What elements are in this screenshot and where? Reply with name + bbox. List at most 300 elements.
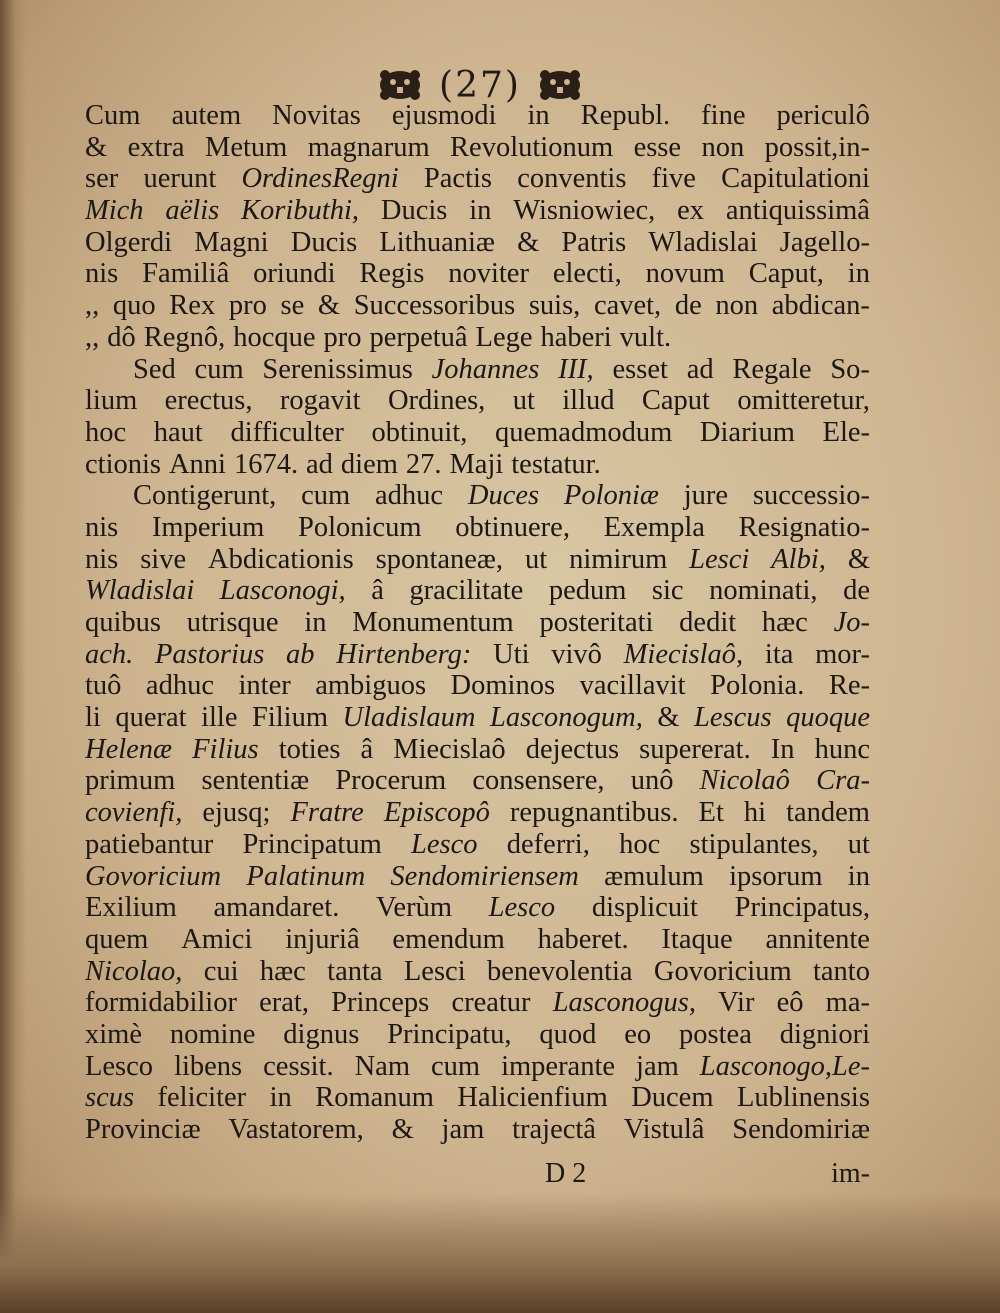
text-word: & (517, 226, 540, 258)
right-ornament-icon (535, 65, 585, 105)
text-word: ,, (85, 290, 100, 322)
text-word: Lublinensis (736, 1082, 870, 1114)
text-word: gracilitate (409, 575, 524, 607)
text-word: Romanum (315, 1082, 434, 1114)
text-word: Miecislaô (393, 733, 506, 765)
text-line (85, 892, 870, 924)
text-word: Lesco (488, 892, 556, 924)
text-word: Lesco (411, 828, 478, 860)
body-text (85, 100, 870, 1146)
text-word: uerunt (143, 163, 217, 195)
text-line (85, 765, 870, 797)
text-word: Sendomiriensem (390, 860, 579, 892)
text-word: fine (701, 100, 746, 131)
text-word: tandem (786, 797, 870, 829)
text-line (85, 639, 870, 671)
text-word: vivô (551, 638, 602, 670)
text-word: & (317, 290, 341, 322)
text-word: ex (677, 195, 705, 227)
text-word: â (371, 575, 384, 607)
text-word: Patris (561, 226, 627, 258)
text-word: supererat. (639, 733, 751, 765)
text-word: deferri, (506, 828, 590, 860)
text-word: ad (686, 353, 714, 385)
text-word: sic (651, 575, 684, 607)
left-ornament-icon (375, 65, 425, 105)
text-word: Fratre (290, 797, 364, 829)
text-word: annitente (765, 923, 870, 955)
page-footer (85, 1158, 870, 1192)
text-line (85, 1114, 870, 1146)
text-word: querat (115, 702, 187, 734)
text-word: ab (286, 638, 315, 670)
text-word: Et (698, 797, 724, 829)
text-word: Sendomiriæ (732, 1114, 870, 1145)
text-word: cum (301, 480, 351, 512)
text-word: Olgerdi (85, 226, 173, 258)
text-word: jure (683, 480, 729, 512)
text-word: stipulantes, (689, 828, 819, 860)
text-word: Rex (169, 290, 216, 322)
text-word: â (360, 733, 374, 765)
text-word: primum (85, 765, 176, 797)
text-line (85, 797, 870, 829)
page-bottom-shadow (0, 1193, 1000, 1313)
text-word: erat, (259, 987, 309, 1019)
text-word: Sed (133, 353, 176, 385)
text-line (85, 829, 870, 861)
text-word: libens (174, 1050, 243, 1082)
text-word: hæc (259, 955, 306, 987)
text-word: novum (645, 258, 725, 290)
text-word: & (847, 543, 870, 575)
text-word: cessit. (263, 1050, 334, 1082)
text-word: Maji (449, 448, 504, 480)
text-word: antiquissimâ (725, 195, 870, 227)
text-line (85, 163, 870, 195)
text-word: Republ. (580, 100, 671, 131)
text-word: covienfi, (85, 797, 183, 829)
text-line (85, 1051, 870, 1083)
text-word: in (269, 1082, 292, 1114)
text-word: Provinciæ (85, 1114, 201, 1145)
text-word: omitteretur, (737, 385, 870, 417)
text-word: imperante (501, 1050, 616, 1082)
text-word: non (715, 290, 759, 322)
text-word: obtinuit, (371, 416, 468, 448)
text-line (85, 987, 870, 1019)
text-word: successio- (752, 480, 870, 512)
text-word: Koributhi, (241, 195, 360, 227)
text-word: Diarium (699, 416, 795, 448)
text-word: Principatu, (387, 1018, 512, 1050)
text-word: electi, (552, 258, 622, 290)
text-word: Princeps (331, 987, 430, 1019)
text-word: Abdicationis (208, 543, 354, 575)
text-word: ambiguos (315, 670, 427, 702)
text-word: diem (340, 448, 398, 480)
text-word: noviter (448, 258, 529, 290)
text-word: feliciter (157, 1082, 247, 1114)
text-word: spontaneæ, (375, 543, 504, 575)
text-word: jam (441, 1114, 485, 1145)
text-word: emendum (392, 923, 505, 955)
text-word: Contigerunt, (133, 480, 277, 512)
text-word: unô (630, 765, 674, 797)
text-word: magnarum (307, 131, 430, 163)
text-word: non (701, 131, 745, 163)
text-word: Serenissimus (262, 353, 413, 385)
text-word: Regnô, (143, 321, 226, 353)
printer-signature: D 2 (545, 1158, 587, 1189)
text-word: ut (847, 828, 870, 860)
text-word: Lithuaniæ (379, 226, 495, 258)
text-word: esse (633, 131, 682, 163)
text-word: 1674. (233, 448, 299, 480)
text-word: Jo- (833, 607, 870, 638)
text-word: Ordines, (387, 385, 486, 417)
text-line (85, 702, 870, 734)
text-word: Procerum (335, 765, 447, 797)
text-word: inter (238, 670, 291, 702)
text-word: scus (85, 1082, 135, 1114)
text-word: Ducis (380, 195, 448, 227)
page-edge-shadow (0, 0, 26, 1313)
text-word: Duces (467, 480, 540, 512)
text-word: in (469, 195, 492, 227)
text-word: Wisniowiec, (513, 195, 656, 227)
text-word: jam (636, 1050, 679, 1082)
text-word: Ducis (290, 226, 358, 258)
text-word: formidabilior (85, 987, 237, 1019)
text-word: ,, (85, 321, 100, 353)
text-word: sive (140, 543, 187, 575)
text-word: hæc (761, 607, 808, 638)
text-word: ejusmodi (391, 100, 497, 131)
text-word: ut (524, 543, 548, 575)
text-word: Familiâ (142, 258, 230, 290)
text-word: difficulter (230, 416, 344, 448)
text-word: Lasconogo,Le- (699, 1050, 870, 1082)
text-word: digniori (779, 1018, 870, 1050)
text-word: benevolentia (486, 955, 633, 987)
text-word: Albi, (771, 543, 826, 575)
text-word: Cum (85, 100, 141, 131)
text-word: Uladislaum (342, 702, 476, 734)
text-word: in (304, 607, 327, 638)
text-line (85, 924, 870, 956)
text-word: lium (85, 385, 138, 417)
text-word: de (674, 290, 702, 322)
text-word: Lescus (694, 702, 772, 734)
text-word: haberi (540, 321, 612, 353)
text-word: li (85, 702, 101, 734)
text-word: patiebantur (85, 828, 214, 860)
text-word: Itaque (661, 923, 733, 955)
text-word: Wladislai (648, 226, 758, 258)
text-line (85, 227, 870, 259)
text-line (85, 290, 870, 322)
text-word: possit,in- (764, 131, 870, 163)
text-word: Poloniæ (563, 480, 659, 512)
text-word: III, (558, 353, 594, 385)
text-word: Lege (475, 321, 533, 353)
text-word: dignus (283, 1018, 360, 1050)
text-word: displicuit (591, 892, 698, 924)
text-word: toties (278, 733, 341, 765)
text-word: & (657, 702, 680, 734)
text-word: hoc (85, 416, 127, 448)
text-word: Exempla (603, 511, 705, 543)
text-word: cui (203, 955, 239, 987)
text-word: extra (127, 131, 185, 163)
text-word: eo (624, 1018, 652, 1050)
text-word: Lesci (689, 543, 750, 575)
text-word: nominati, (709, 575, 818, 607)
text-word: Lasconogum, (490, 702, 643, 734)
text-line (85, 575, 870, 607)
text-word: Regale (732, 353, 812, 385)
text-word: ut (512, 385, 535, 417)
text-word: OrdinesRegni (241, 163, 399, 195)
text-word: Pactis (423, 163, 492, 195)
text-word: Vir (718, 987, 755, 1019)
text-word: Nam (354, 1050, 410, 1082)
text-word: Lasconogus, (552, 987, 697, 1019)
text-word: ad (306, 448, 333, 480)
text-word: Lesco (85, 1050, 154, 1082)
text-word: ma- (825, 987, 870, 1019)
text-line (85, 480, 870, 512)
text-word: ille (201, 702, 238, 734)
text-word: tuô (85, 670, 122, 702)
text-word: So- (830, 353, 870, 385)
text-word: vult. (619, 321, 672, 353)
text-word: Successoribus (353, 290, 516, 322)
text-word: oriundi (253, 258, 336, 290)
text-word: aëlis (165, 195, 220, 227)
text-word: de (843, 575, 870, 607)
text-word: ita (764, 638, 794, 670)
text-word: injuriâ (285, 923, 360, 955)
text-line (85, 100, 870, 132)
text-word: eô (776, 987, 804, 1019)
catchword: im- (831, 1158, 870, 1189)
text-word: quo (112, 290, 156, 322)
text-word: perpetuâ (369, 321, 468, 353)
text-word: Helenæ (85, 733, 173, 765)
text-word: trajectâ (512, 1114, 596, 1145)
text-word: utrisque (186, 607, 279, 638)
text-word: Verùm (376, 892, 452, 924)
text-line (85, 607, 870, 639)
text-word: æmulum (604, 860, 704, 892)
text-line (85, 734, 870, 766)
text-word: obtinuere, (455, 511, 570, 543)
text-word: nis (85, 511, 119, 543)
text-word: Re- (828, 670, 870, 702)
text-word: hocque (233, 321, 316, 353)
text-word: amandaret. (213, 892, 340, 924)
text-word: hi (743, 797, 767, 829)
text-word: nis (85, 258, 119, 290)
text-word: adhuc (374, 480, 444, 512)
text-word: quoque (786, 702, 870, 734)
text-word: Govoricium (85, 860, 222, 892)
text-line (85, 385, 870, 417)
text-word: se (280, 290, 305, 322)
text-word: Metum (204, 131, 288, 163)
text-word: in (847, 258, 870, 290)
text-line (85, 544, 870, 576)
text-word: Hirtenberg: (336, 638, 472, 670)
text-word: Revolutionum (450, 131, 614, 163)
text-word: haut (153, 416, 203, 448)
text-word: haberet. (537, 923, 629, 955)
text-word: Miecislaô, (623, 638, 744, 670)
text-word: Halicienfium (457, 1082, 608, 1114)
text-word: Magni (194, 226, 269, 258)
text-word: ejusq; (202, 797, 271, 829)
text-word: consensere, (472, 765, 605, 797)
text-word: Novitas (272, 100, 361, 131)
text-line (85, 1019, 870, 1051)
text-word: Regis (359, 258, 425, 290)
text-word: nis (85, 543, 119, 575)
text-word: postea (679, 1018, 752, 1050)
text-word: dejectus (525, 733, 620, 765)
text-word: ach. (85, 638, 134, 670)
text-word: Episcopô (383, 797, 490, 829)
text-word: Resignatio- (738, 511, 870, 543)
text-word: Filius (192, 733, 259, 765)
text-word: & (391, 1114, 414, 1145)
text-word: tanta (327, 955, 383, 987)
text-word: Pastorius (155, 638, 265, 670)
text-word: & (85, 131, 108, 163)
text-line (85, 1082, 870, 1114)
text-word: suis, (528, 290, 581, 322)
text-word: abdican- (771, 290, 870, 322)
text-word: autem (171, 100, 242, 131)
text-line (85, 512, 870, 544)
text-word: Caput (641, 385, 710, 417)
text-line (85, 195, 870, 227)
text-word: creatur (451, 987, 531, 1019)
text-word: Filium (251, 702, 328, 734)
text-word: Nicolaô (699, 765, 790, 797)
text-word: periculô (776, 100, 870, 131)
text-word: repugnantibus. (509, 797, 679, 829)
text-line (85, 132, 870, 164)
text-word: Polonia. (710, 670, 805, 702)
text-word: erectus, (164, 385, 253, 417)
text-word: illud (562, 385, 615, 417)
text-word: in (847, 860, 870, 892)
text-word: cavet, (593, 290, 662, 322)
text-word: Caput, (748, 258, 824, 290)
text-word: Wladislai (85, 575, 195, 607)
text-word: conventis (517, 163, 627, 195)
text-line (85, 322, 870, 354)
text-word: hunc (814, 733, 870, 765)
text-line (85, 861, 870, 893)
text-line (85, 956, 870, 988)
text-word: posteritati (539, 607, 654, 638)
text-word: quibus (85, 607, 162, 638)
text-word: Johannes (431, 353, 540, 385)
text-word: pro (323, 321, 362, 353)
text-word: Nicolao, (85, 955, 183, 987)
text-word: nomine (169, 1018, 256, 1050)
text-word: cum (194, 353, 244, 385)
text-word: Anni (168, 448, 226, 480)
text-word: Palatinum (246, 860, 366, 892)
text-word: ipsorum (729, 860, 823, 892)
text-word: 27. (405, 448, 442, 480)
text-word: pedum (548, 575, 627, 607)
text-line (85, 258, 870, 290)
text-word: Ducem (631, 1082, 714, 1114)
text-word: pro (228, 290, 267, 322)
text-word: adhuc (145, 670, 214, 702)
text-word: Principatus, (734, 892, 870, 924)
text-word: Lesci (403, 955, 466, 987)
text-word: ser (85, 163, 119, 195)
text-word: quemadmodum (494, 416, 673, 448)
text-word: Ele- (822, 416, 870, 448)
text-word: Lasconogi, (219, 575, 346, 607)
text-line (85, 354, 870, 386)
text-word: ximè (85, 1018, 142, 1050)
text-line (85, 449, 870, 481)
page-number: (27) (439, 64, 521, 106)
text-word: quod (539, 1018, 597, 1050)
text-word: Uti (493, 638, 530, 670)
text-word: Cra- (816, 765, 870, 797)
text-word: mor- (815, 638, 870, 670)
text-line (85, 670, 870, 702)
text-word: tanto (812, 955, 870, 987)
text-word: dedit (679, 607, 737, 638)
text-word: cum (431, 1050, 481, 1082)
text-word: sententiæ (201, 765, 310, 797)
text-word: Principatum (242, 828, 382, 860)
text-word: quem (85, 923, 149, 955)
text-word: in (527, 100, 550, 131)
text-word: ctionis (85, 448, 161, 480)
text-word: Monumentum (352, 607, 514, 638)
text-word: In (770, 733, 795, 765)
text-word: Vistulâ (623, 1114, 705, 1145)
text-word: Dominos (450, 670, 556, 702)
text-word: Amici (181, 923, 253, 955)
text-word: five (651, 163, 696, 195)
text-line (85, 417, 870, 449)
text-word: vacillavit (579, 670, 686, 702)
text-word: rogavit (279, 385, 361, 417)
text-word: hoc (619, 828, 661, 860)
text-word: Exilium (85, 892, 177, 924)
text-word: Imperium (151, 511, 265, 543)
text-word: Govoricium (653, 955, 792, 987)
text-word: Polonicum (298, 511, 422, 543)
text-word: Capitulationi (721, 163, 870, 195)
text-word: nimirum (569, 543, 668, 575)
text-word: Mich (85, 195, 144, 227)
text-word: dô (107, 321, 136, 353)
text-word: esset (612, 353, 668, 385)
